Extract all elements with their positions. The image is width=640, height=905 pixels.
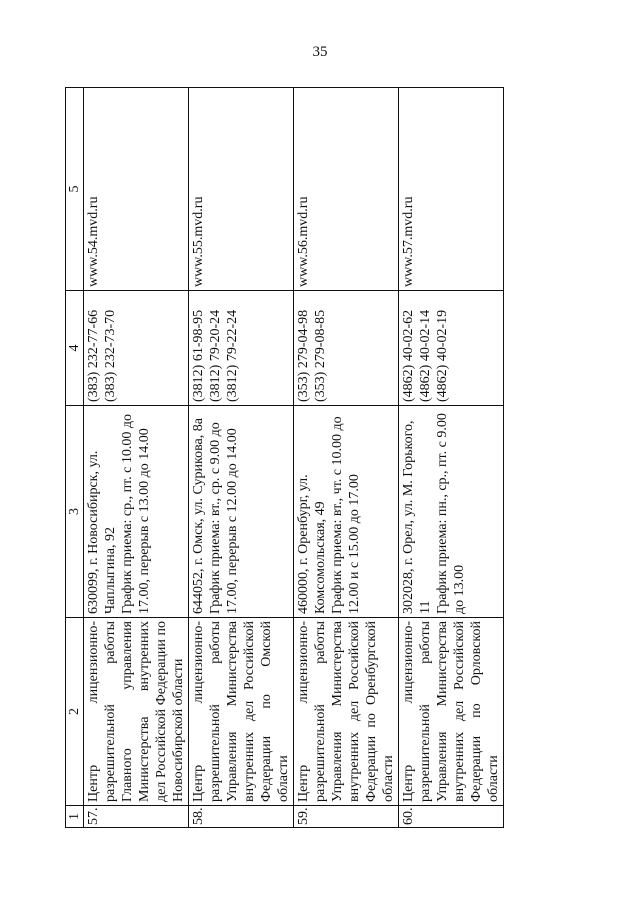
header-cell: 5 [66,88,84,291]
phones-cell [84,291,189,406]
phone: (383) 232-73-70 [103,309,118,402]
website-link[interactable]: www.57.mvd.ru [399,88,504,291]
phone: (4862) 40-02-14 [418,309,433,402]
row-number: 57. [84,806,189,828]
address-cell [189,406,294,618]
phone: (4862) 40-02-62 [401,309,416,402]
phone: (3812) 61-98-95 [191,309,206,402]
row-number: 60. [399,806,504,828]
address-cell [84,406,189,618]
rotated-table-container [65,88,501,828]
phone: (3812) 79-20-24 [208,309,223,402]
website-link[interactable]: www.55.mvd.ru [189,88,294,291]
table-row [294,88,399,828]
schedule-line: График приема: вт., ср. с 9.00 до 17.00, перерыв с 12.00 до 14.00 [208,422,240,614]
table-header-row [66,88,84,828]
phone: (383) 232-77-66 [86,309,101,402]
address-cell [399,406,504,618]
header-cell: 1 [66,806,84,828]
address-line: 302028, г. Орел, ул. М. Горького, 11 [401,420,433,614]
phones-cell [399,291,504,406]
row-number: 58. [189,806,294,828]
address-cell [294,406,399,618]
address-line: 630099, г. Новосибирск, ул. Чаплыгина, 92 [86,450,118,614]
phone: (3812) 79-22-24 [225,309,240,402]
address-line: 644052, г. Омск, ул. Сурикова, 8а [191,418,206,614]
organization-name: Центр лицензионно-разрешительной работы Главного управления Министерства внутренних дел Российской Федерации по Новосибирской области [84,618,189,806]
schedule-line: График приема: пн., ср., пт. с 9.00 до 13.00 [435,413,467,614]
table-row [189,88,294,828]
row-number: 59. [294,806,399,828]
organization-name: Центр лицензионно-разрешительной работы Управления Министерства внутренних дел Российской Федерации по Орловской области [399,618,504,806]
phone: (353) 279-08-85 [313,309,328,402]
licensing-centers-table [65,87,504,828]
organization-name: Центр лицензионно-разрешительной работы Управления Министерства внутренних дел Российской Федерации по Омской области [189,618,294,806]
website-link[interactable]: www.54.mvd.ru [84,88,189,291]
address-line: 460000, г. Оренбург, ул. Комсомольская, 49 [296,474,328,614]
website-link[interactable]: www.56.mvd.ru [294,88,399,291]
organization-name: Центр лицензионно-разрешительной работы Управления Министерства внутренних дел Российской Федерации по Оренбургской области [294,618,399,806]
table-row [84,88,189,828]
phone: (353) 279-04-98 [296,309,311,402]
header-cell: 3 [66,406,84,618]
header-cell: 4 [66,291,84,406]
header-cell: 2 [66,618,84,806]
phone: (4862) 40-02-19 [435,309,450,402]
table-row [399,88,504,828]
schedule-line: График приема: вт., чт. с 10.00 до 12.00 и с 15.00 до 17.00 [330,416,362,614]
phones-cell [294,291,399,406]
schedule-line: График приема: ср., пт. с 10.00 до 17.00, перерыв с 13.00 до 14.00 [120,414,152,614]
phones-cell [189,291,294,406]
page-number: 35 [312,44,328,60]
